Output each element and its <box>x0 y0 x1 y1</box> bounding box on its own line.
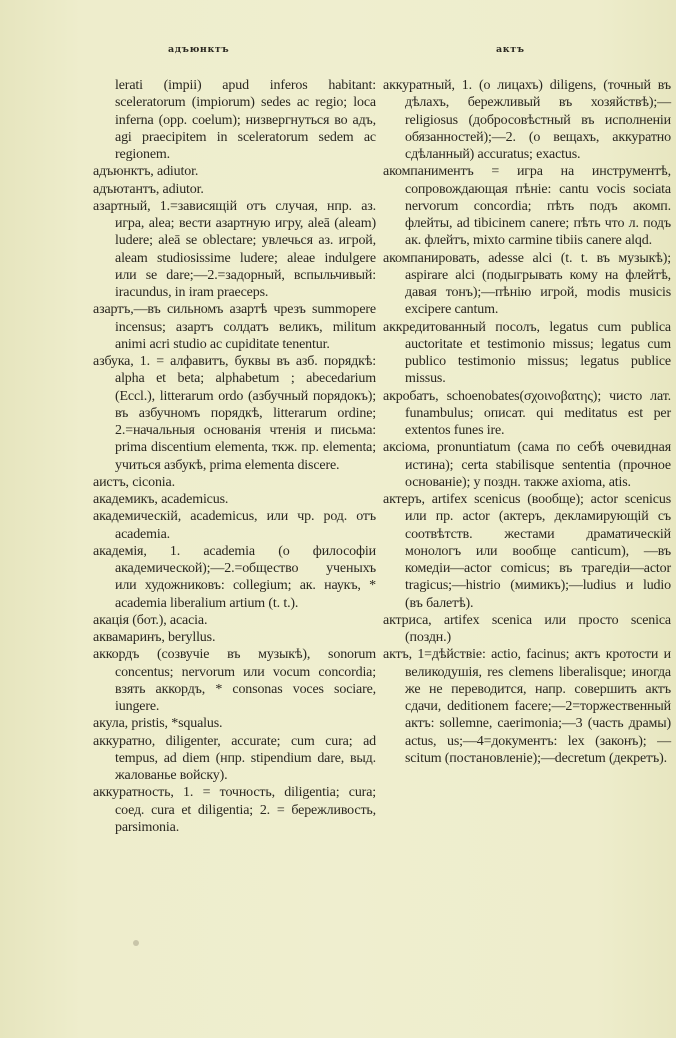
right-column <box>383 77 671 767</box>
dictionary-entry: акомпаниментъ = игра на инструментѣ, сопровождающая пѣніе: cantu vocis sociata nervorum concordia; пѣть подъ акомп. флейты, ad tibicinem canere; пѣть что л. подъ ак. флейтъ, mixto carmine tibiis canere alqd. <box>383 164 671 249</box>
dictionary-entry: аккуратно, diligenter, accurate; cum cura; ad tempus, ad diem (нпр. stipendium dare, выд. жалованье войску). <box>93 733 376 783</box>
right-running-head: актъ <box>496 44 525 55</box>
dictionary-entry: актъ, 1=дѣйствіе: actio, facinus; актъ кротости и великодушія, res clemens liberalisque; иногда же не переводится, напр. совершить актъ сдачи, deditionem facere;—2=торжественный актъ: sollemne, caerimonia;—3 (часть драмы) actus, us;—4=документъ: lex (законъ); — scitum (постановленіе);—decretum (декретъ). <box>383 647 671 766</box>
ink-spot <box>133 940 139 946</box>
dictionary-entry: аккордъ (созвучіе въ музыкѣ), sonorum concentus; nervorum или vocum concordia; взять аккордъ, * consonas voces sociare, iungere. <box>93 647 376 714</box>
dictionary-entry: аистъ, ciconia. <box>93 474 175 490</box>
dictionary-entry: аквамаринъ, beryllus. <box>93 630 216 645</box>
dictionary-entry: аккуратный, 1. (о лицахъ) diligens, (точный въ дѣлахъ, бережливый въ хозяйствѣ);—religiosus (добросовѣстный въ исполненіи обязанностей);—2. (о вещахъ, аккуратно сдѣланный) accuratus; exactus. <box>383 78 671 162</box>
dictionary-entry: аккуратность, 1. = точность, diligentia; cura; соед. cura et diligentia; 2. = бережливость, parsimonia. <box>93 785 376 835</box>
dictionary-entry-continuation: lerati (impii) apud inferos habitant: sceleratorum (impiorum) sedes ac regio; loca inferna (opp. coelum); низвергнуться во адъ, agi praecipitem in sceleratorum sedem ac regionem. <box>115 78 376 162</box>
left-running-head: адъюнктъ <box>168 44 230 55</box>
dictionary-entry: академикъ, academicus. <box>93 492 229 507</box>
dictionary-entry: азартъ,—въ сильномъ азартѣ чрезъ summopere incensus; азартъ солдатъ великъ, militum animi acri studio ac cupiditate tenentur. <box>93 302 376 352</box>
dictionary-entry: аккредитованный посолъ, legatus cum publica auctoritate et testimonio missus; legatus cum publico testimonio missus; legatus publice missus. <box>383 319 671 387</box>
dictionary-entry: азбука, 1. = алфавитъ, буквы въ азб. порядкѣ: alpha et beta; alphabetum ; abecedarium (Eccl.), litterarum ordo (азбучный порядокъ); въ азбучномъ порядкѣ, litterarum ordine; 2.=начальныя основанія чтенія и письма: prima discentium elementa, ткж. пр. elementa; учиться азбукѣ, prima elementa discere. <box>93 354 376 473</box>
dictionary-entry: адъюнктъ, adiutor. <box>93 164 199 180</box>
dictionary-entry: актеръ, artifex scenicus (вообще); actor scenicus или пр. actor (актеръ, декламирующій съ соотвѣтств. жестами драматическій монологъ или вообще canticum), —въ комедіи—actor comicus; въ трагедіи—actor tragicus;—histrio (мимикъ);—ludius и ludio (въ балетѣ). <box>383 492 671 611</box>
dictionary-entry: адъютантъ, adiutor. <box>93 181 204 197</box>
dictionary-entry: акула, pristis, *squalus. <box>93 716 223 732</box>
dictionary-entry: акробатъ, schoenobates(σχοινοβατης); чисто лат. funambulus; описат. qui meditatus est per extentos funes ire. <box>383 388 671 438</box>
dictionary-entry: акомпанировать, adesse alci (t. t. въ музыкѣ); aspirare alci (подыгрывать кому на флейтѣ, давая тонъ);—пѣнію игрой, modis musicis excipere cantum. <box>383 250 671 318</box>
dictionary-entry: академическій, academicus, или чр. род. отъ academia. <box>93 509 376 542</box>
dictionary-entry: актриса, artifex scenica или просто scenica (поздн.) <box>383 612 671 645</box>
left-column <box>93 77 376 836</box>
dictionary-entry: акація (бот.), acacia. <box>93 612 208 628</box>
dictionary-entry: аксіома, pronuntiatum (сама по себѣ очевидная истина); certa stabilisque sententia (прочное основаніе); у поздн. также axioma, atis. <box>383 440 671 490</box>
dictionary-entry: академія, 1. academia (о философіи академической);—2.=общество ученыхъ или художниковъ: collegium; ак. наукъ, * academia liberalium artium (t. t.). <box>93 543 376 611</box>
running-header <box>0 44 676 60</box>
dictionary-entry: азартный, 1.=зависящій отъ случая, нпр. аз. игра, alea; вести азартную игру, aleā (aleam) ludere; aleā se oblectare; увлечься аз. игрой, aleam studiosissime ludere; aleae indulgere или se dare;—2.=задорный, вспыльчивый: iracundus, in iram praeceps. <box>93 198 376 300</box>
